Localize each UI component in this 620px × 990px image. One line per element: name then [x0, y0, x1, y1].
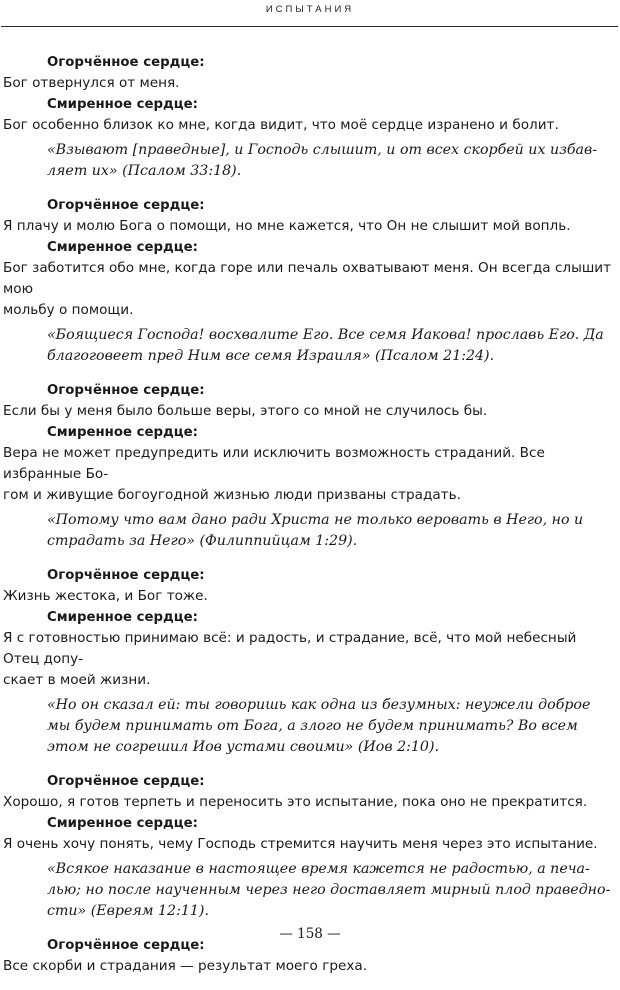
page-body — [3, 52, 615, 990]
grieved-heart-label: Огорчённое сердце: — [47, 568, 205, 583]
quote-line: «Боящиеся Господа! восхвалите Его. Все семя Иакова! прославь Его. Да — [47, 327, 604, 343]
scripture-quote — [3, 325, 615, 367]
humble-heart-label: Смиренное сердце: — [47, 240, 198, 255]
grieved-heart-text: Если бы у меня было больше веры, этого со мной не случилось бы. — [3, 403, 488, 419]
quote-line: благоговеет пред Ним все семя Израиля» (Псалом 21:24). — [47, 348, 495, 364]
quote-line: «Потому что вам дано ради Христа не только веровать в Него, но и — [47, 512, 584, 528]
grieved-heart-text: Бог отвернулся от меня. — [3, 75, 180, 91]
dialog-3 — [3, 380, 615, 552]
grieved-heart-label: Огорчённое сердце: — [47, 55, 205, 70]
quote-line: лью; но после наученным через него доставляет мирный плод праведно- — [47, 882, 611, 898]
scripture-quote — [3, 510, 615, 552]
scripture-quote — [3, 695, 615, 758]
grieved-heart-label: Огорчённое сердце: — [47, 938, 205, 953]
humble-heart-text: гом и живущие богоугодной жизнью люди призваны страдать. — [3, 487, 461, 503]
humble-heart-text: Вера не может предупредить или исключить возможность страданий. Все избранные Бо- — [3, 445, 545, 482]
humble-heart-text: скает в моей жизни. — [3, 672, 151, 688]
quote-line: «Но он сказал ей: ты говоришь как одна из безумных: неужели доброе — [47, 697, 591, 713]
quote-line: этом не согрешил Иов устами своими» (Иов 2:10). — [47, 739, 439, 755]
humble-heart-label: Смиренное сердце: — [47, 816, 198, 831]
grieved-heart-text: Жизнь жестока, и Бог тоже. — [3, 588, 208, 604]
dialog-4 — [3, 565, 615, 758]
humble-heart-text: Я с готовностью принимаю всё: и радость, и страдание, всё, что мой небесный Отец допу- — [3, 630, 577, 667]
grieved-heart-label: Огорчённое сердце: — [47, 774, 205, 789]
quote-line: страдать за Него» (Филиппийцам 1:29). — [47, 533, 358, 549]
grieved-heart-label: Огорчённое сердце: — [47, 198, 205, 213]
grieved-heart-text: Хорошо, я готов терпеть и переносить это испытание, пока оно не прекратится. — [3, 794, 588, 810]
grieved-heart-text: Все скорби и страдания — результат моего греха. — [3, 958, 368, 974]
humble-heart-text: Я очень хочу понять, чему Господь стремится научить меня через это испытание. — [3, 836, 598, 852]
humble-heart-text: Бог заботится обо мне, когда горе или печаль охватывают меня. Он всегда слышит мою — [3, 260, 612, 297]
dialog-2 — [3, 195, 615, 367]
humble-heart-label: Смиренное сердце: — [47, 97, 198, 112]
grieved-heart-label: Огорчённое сердце: — [47, 383, 205, 398]
grieved-heart-text: Я плачу и молю Бога о помощи, но мне кажется, что Он не слышит мой вопль. — [3, 218, 571, 234]
quote-line: мы будем принимать от Бога, а злого не будем принимать? Во всем — [47, 718, 578, 734]
humble-heart-label: Смиренное сердце: — [47, 425, 198, 440]
quote-line: ляет их» (Псалом 33:18). — [47, 163, 242, 179]
quote-line: «Всякое наказание в настоящее время кажется не радостью, а печа- — [47, 861, 590, 877]
humble-heart-text: мольбу о помощи. — [3, 302, 134, 318]
humble-heart-label: Смиренное сердце: — [47, 610, 198, 625]
scripture-quote — [3, 859, 615, 922]
quote-line: сти» (Евреям 12:11). — [47, 903, 209, 919]
dialog-1 — [3, 52, 615, 182]
scripture-quote — [3, 140, 615, 182]
page-number: — 158 — — [279, 926, 341, 942]
header-rule — [1, 26, 618, 27]
dialog-5 — [3, 771, 615, 922]
quote-line: «Взывают [праведные], и Господь слышит, и от всех скорбей их избав- — [47, 142, 597, 158]
running-title: ИСПЫТАНИЯ — [265, 4, 355, 15]
humble-heart-text: Бог особенно близок ко мне, когда видит, что моё сердце изранено и болит. — [3, 117, 559, 133]
